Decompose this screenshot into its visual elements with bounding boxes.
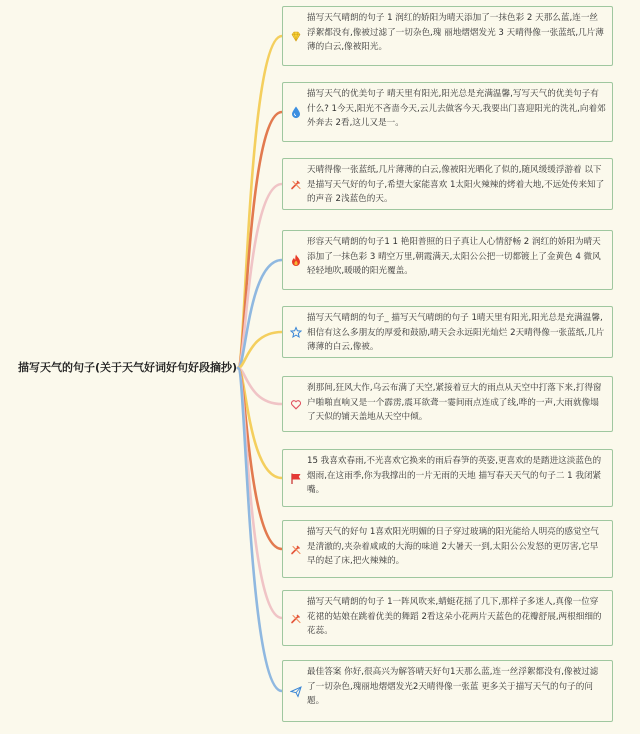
branch-connector: [238, 368, 282, 618]
branch-text: 描写天气的优美句子 晴天里有阳光,阳光总是充满温馨,写写天气的优美句子有什么? 1今天,阳光不吝啬今天,云儿去做客今天,我要出门喜迎阳光的洗礼,向着郊外奔去 2看,这儿又是一。: [307, 89, 606, 129]
branch-text: 描写天气晴朗的句子 1 润红的娇阳为晴天添加了一抹色彩 2 天那么蓝,连一丝浮絮都没有,像被过滤了一切杂色,瑰 丽地熠熠发光 3 天晴得像一张蓝纸,几片薄薄的白云,像被阳光。: [307, 13, 604, 53]
branch-card[interactable]: [282, 306, 613, 358]
branch-card[interactable]: [282, 82, 613, 142]
branch-card[interactable]: [282, 449, 613, 507]
branch-card[interactable]: [282, 660, 613, 722]
branch-card[interactable]: [282, 376, 613, 432]
gem-icon: [289, 30, 302, 43]
branch-card[interactable]: [282, 6, 613, 66]
branch-card[interactable]: [282, 520, 613, 578]
flag-icon: [289, 472, 302, 485]
droplet-icon: [289, 106, 302, 119]
branch-text: 天晴得像一张蓝纸,几片薄薄的白云,像被阳光晒化了似的,随风缓缓浮游着 以下是描写天气好的句子,希望大家能喜欢 1太阳火辣辣的烤着大地,不远处传来知了的声音 2浅蓝色的天。: [307, 165, 605, 205]
branch-text: 最佳答案 你好,很高兴为解答晴天好句1天那么蓝,连一丝浮絮都没有,像被过滤了一切杂色,瑰丽地熠熠发光2天晴得像一张蓝 更多关于描写天气的句子的问题。: [307, 667, 599, 707]
branch-card[interactable]: [282, 158, 613, 210]
star-icon: [289, 326, 302, 339]
root-topic[interactable]: 描写天气的句子(关于天气好词好句好段摘抄): [18, 361, 238, 374]
branch-connector: [238, 368, 282, 691]
tools-icon: [289, 178, 302, 191]
branch-text: 形容天气晴朗的句子1 1 艳阳普照的日子真让人心情舒畅 2 润红的娇阳为晴天添加了一抹色彩 3 晴空万里,朝霞满天,太阳公公把一切都镀上了金黄色 4 微风轻轻地吹,暖暖的阳光覆盖。: [307, 237, 601, 277]
tools-icon: [289, 543, 302, 556]
fire-icon: [289, 254, 302, 267]
branch-card[interactable]: [282, 230, 613, 290]
branch-text: 描写天气晴朗的句子 1一阵风吹来,蜻蜓花摇了几下,那样子多迷人,真像一位穿花裙的姑娘在跳着优美的舞蹈 2看这朵小花两片天蓝色的花瓣舒展,两根细细的花蕊。: [307, 597, 602, 637]
branch-text: 刹那间,狂风大作,乌云布满了天空,紧接着豆大的雨点从天空中打落下来,打得窗户啪啪直响又是一个霹雳,震耳欲聋一霎间雨点连成了线,哗的一声,大雨就像塌了天似的铺天盖地从天空中倾。: [307, 383, 602, 423]
branch-text: 描写天气晴朗的句子_ 描写天气晴朗的句子 1晴天里有阳光,阳光总是充满温馨,相信有这么多朋友的厚爱和鼓励,晴天会永远阳光灿烂 2天晴得像一张蓝纸,几片薄薄的白云,像被。: [307, 313, 605, 353]
branch-card[interactable]: [282, 590, 613, 646]
paper-plane-icon: [289, 685, 302, 698]
branch-text: 描写天气的好句 1喜欢阳光明媚的日子穿过玻璃的阳光能给人明亮的感觉空气是清澈的,夹杂着咸咸的大海的味道 2大暑天一到,太阳公公发怒的更厉害,它早早的起了床,把火辣辣的。: [307, 527, 599, 567]
branch-text: 15 我喜欢春雨,不光喜欢它换来的雨后春笋的英姿,更喜欢的是踏进这淡蓝色的烟雨,在这雨季,你为我撑出的一片无雨的天地 描写春天天气的句子二 1 我闭紧嘴。: [307, 456, 602, 496]
heart-icon: [289, 398, 302, 411]
tools-icon: [289, 612, 302, 625]
